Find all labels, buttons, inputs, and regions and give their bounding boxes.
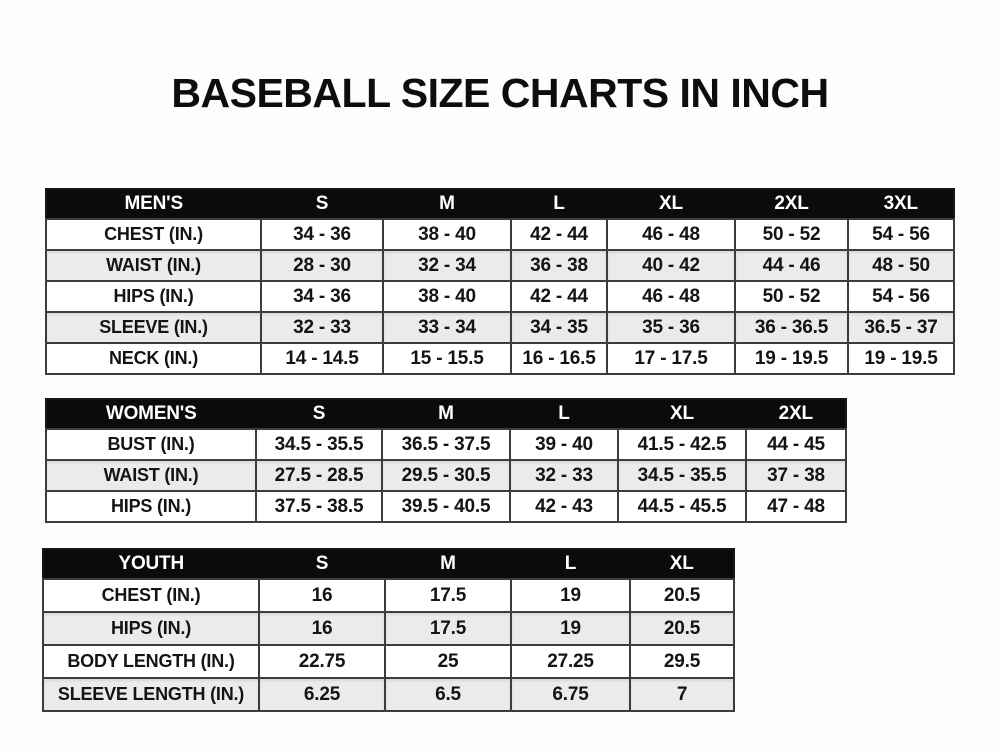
table-row [43,678,734,711]
size-value-cell: 37.5 - 38.5 [256,491,382,522]
size-value-cell: 27.5 - 28.5 [256,460,382,491]
size-value-cell: 38 - 40 [383,219,511,250]
size-value-cell: 17.5 [385,579,511,612]
size-value-cell: 36.5 - 37 [848,312,954,343]
size-value-cell: 37 - 38 [746,460,846,491]
size-value-cell: 47 - 48 [746,491,846,522]
size-value-cell: 34 - 35 [511,312,607,343]
size-column-header: M [382,399,510,429]
size-value-cell: 44 - 45 [746,429,846,460]
size-column-header: S [261,189,383,219]
size-value-cell: 36 - 36.5 [735,312,848,343]
size-value-cell: 15 - 15.5 [383,343,511,374]
size-column-header: L [511,189,607,219]
size-value-cell: 20.5 [630,612,734,645]
measurement-label-cell: SLEEVE (IN.) [46,312,261,343]
size-value-cell: 50 - 52 [735,219,848,250]
size-value-cell: 19 - 19.5 [848,343,954,374]
size-column-header: M [383,189,511,219]
size-value-cell: 17.5 [385,612,511,645]
size-value-cell: 7 [630,678,734,711]
size-value-cell: 39 - 40 [510,429,618,460]
size-value-cell: 33 - 34 [383,312,511,343]
size-value-cell: 29.5 [630,645,734,678]
size-value-cell: 34.5 - 35.5 [256,429,382,460]
table-row [46,219,954,250]
measurement-label-cell: BUST (IN.) [46,429,256,460]
size-value-cell: 22.75 [259,645,385,678]
size-value-cell: 19 [511,579,630,612]
size-value-cell: 54 - 56 [848,281,954,312]
measurement-label-cell: CHEST (IN.) [46,219,261,250]
size-value-cell: 32 - 33 [261,312,383,343]
size-value-cell: 16 [259,579,385,612]
size-value-cell: 19 - 19.5 [735,343,848,374]
size-value-cell: 50 - 52 [735,281,848,312]
size-value-cell: 44.5 - 45.5 [618,491,746,522]
size-value-cell: 19 [511,612,630,645]
size-chart-table-youth [42,548,735,712]
table-row [43,645,734,678]
table-row [46,460,846,491]
page-title: BASEBALL SIZE CHARTS IN INCH [171,70,829,116]
header-row-youth [43,549,734,579]
size-chart-table-mens [45,188,955,375]
group-label-cell-womens: WOMEN'S [46,399,256,429]
table-row [46,312,954,343]
table-row [46,343,954,374]
size-value-cell: 42 - 43 [510,491,618,522]
size-value-cell: 41.5 - 42.5 [618,429,746,460]
size-column-header: XL [618,399,746,429]
size-value-cell: 44 - 46 [735,250,848,281]
size-value-cell: 28 - 30 [261,250,383,281]
measurement-label-cell: WAIST (IN.) [46,460,256,491]
size-value-cell: 54 - 56 [848,219,954,250]
size-column-header: 2XL [746,399,846,429]
group-label-cell-youth: YOUTH [43,549,259,579]
size-value-cell: 27.25 [511,645,630,678]
size-value-cell: 40 - 42 [607,250,735,281]
size-column-header: S [259,549,385,579]
size-value-cell: 48 - 50 [848,250,954,281]
table-row [46,250,954,281]
size-value-cell: 6.5 [385,678,511,711]
measurement-label-cell: WAIST (IN.) [46,250,261,281]
size-chart-table-womens [45,398,847,523]
table-row [43,612,734,645]
size-value-cell: 6.25 [259,678,385,711]
size-value-cell: 14 - 14.5 [261,343,383,374]
size-value-cell: 34 - 36 [261,281,383,312]
size-column-header: XL [607,189,735,219]
size-column-header: S [256,399,382,429]
measurement-label-cell: HIPS (IN.) [46,281,261,312]
size-column-header: L [511,549,630,579]
group-label-cell-mens: MEN'S [46,189,261,219]
size-column-header: L [510,399,618,429]
size-value-cell: 32 - 33 [510,460,618,491]
size-value-cell: 6.75 [511,678,630,711]
table-row [43,579,734,612]
size-value-cell: 34 - 36 [261,219,383,250]
size-value-cell: 34.5 - 35.5 [618,460,746,491]
table-row [46,491,846,522]
measurement-label-cell: CHEST (IN.) [43,579,259,612]
size-value-cell: 16 - 16.5 [511,343,607,374]
size-value-cell: 46 - 48 [607,219,735,250]
size-column-header: 2XL [735,189,848,219]
size-column-header: 3XL [848,189,954,219]
size-value-cell: 39.5 - 40.5 [382,491,510,522]
table-row [46,281,954,312]
measurement-label-cell: HIPS (IN.) [46,491,256,522]
measurement-label-cell: HIPS (IN.) [43,612,259,645]
size-value-cell: 16 [259,612,385,645]
size-value-cell: 36 - 38 [511,250,607,281]
measurement-label-cell: SLEEVE LENGTH (IN.) [43,678,259,711]
size-column-header: XL [630,549,734,579]
size-value-cell: 25 [385,645,511,678]
header-row-mens [46,189,954,219]
size-value-cell: 20.5 [630,579,734,612]
measurement-label-cell: NECK (IN.) [46,343,261,374]
size-value-cell: 42 - 44 [511,281,607,312]
header-row-womens [46,399,846,429]
size-column-header: M [385,549,511,579]
size-value-cell: 46 - 48 [607,281,735,312]
size-value-cell: 35 - 36 [607,312,735,343]
table-row [46,429,846,460]
size-value-cell: 38 - 40 [383,281,511,312]
size-value-cell: 36.5 - 37.5 [382,429,510,460]
size-value-cell: 42 - 44 [511,219,607,250]
size-value-cell: 32 - 34 [383,250,511,281]
size-value-cell: 29.5 - 30.5 [382,460,510,491]
measurement-label-cell: BODY LENGTH (IN.) [43,645,259,678]
size-value-cell: 17 - 17.5 [607,343,735,374]
